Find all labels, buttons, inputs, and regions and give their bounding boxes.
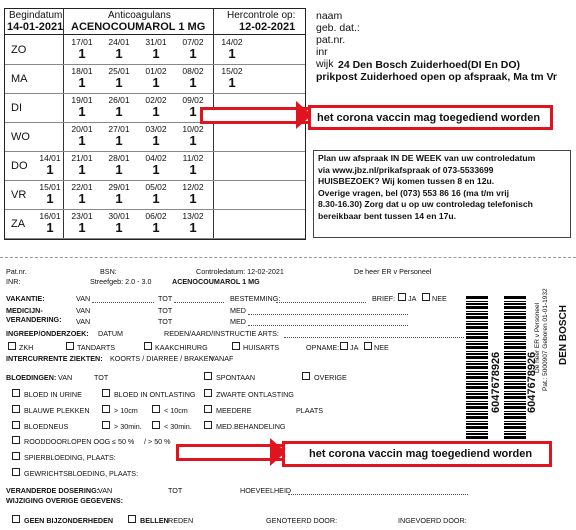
calendar-row [5, 123, 305, 152]
dose-cell [139, 211, 173, 235]
meedere-checkbox[interactable] [204, 405, 212, 413]
dose-value: 1 [152, 162, 160, 177]
drug-label: Anticoagulans [108, 10, 171, 21]
form-controle: Controledatum: 12-02-2021 [196, 267, 284, 276]
dose-cell [139, 95, 173, 119]
dob-label: geb. dat.: [316, 22, 360, 34]
bloed-urine-label: BLOED IN URINE [24, 390, 82, 399]
dose-cell [33, 182, 67, 206]
intercurrente-label: INTERCURRENTE ZIEKTEN: [6, 354, 103, 363]
kaakchirurg-label: KAAKCHIRURG [155, 343, 208, 352]
dose-cell [139, 37, 173, 61]
meedere-label: MEEDERE [216, 406, 252, 415]
day-label: ZA [11, 218, 26, 230]
dose-date: 23/01 [71, 211, 93, 221]
control-label: Hercontrole op: [227, 10, 296, 21]
drug-name: ACENOCOUMAROL 1 MG [71, 21, 206, 33]
dose-cell [65, 95, 99, 119]
rood-label: ROODDOORLOPEN OOG [24, 437, 111, 446]
bloedneus-label: BLOEDNEUS [24, 422, 69, 431]
datum-label: DATUM [98, 329, 124, 338]
tot-label: TOT [94, 373, 109, 382]
dose-cell [102, 66, 136, 90]
dose-cell [215, 37, 249, 61]
reden-label: REDEN [168, 516, 194, 525]
verandering-label: VERANDERING: [6, 315, 62, 324]
dose-value: 1 [228, 46, 236, 61]
reden-label: REDEN/AARD/INSTRUCTIE ARTS: [164, 329, 279, 338]
dose-date: 05/02 [145, 182, 167, 192]
dose-cell [102, 124, 136, 148]
dose-date: 14/02 [221, 37, 243, 47]
dose-value: 1 [46, 220, 54, 235]
tot-label: TOT [158, 294, 173, 303]
dose-cell [33, 211, 67, 235]
vakantie-label: VAKANTIE: [6, 294, 45, 303]
zwarte-checkbox[interactable] [204, 389, 212, 397]
dose-date: 25/01 [108, 66, 130, 76]
medicijn-label: MEDICIJN- [6, 306, 43, 315]
dose-value: 1 [115, 75, 123, 90]
side-name: De heer ER v Personeel [534, 302, 541, 373]
tandarts-checkbox[interactable] [66, 342, 74, 350]
dose-date: 03/02 [145, 124, 167, 134]
side-pat: Pat.: 5000907 Geboren 01-01-1932 [542, 288, 549, 391]
overige-checkbox[interactable] [302, 372, 310, 380]
plan-line: 8.30-16.30) Zorg dat u op uw controledag telefonisch [318, 199, 533, 209]
calendar-header [5, 9, 305, 35]
begin-date: 14-01-2021 [7, 21, 64, 33]
dose-value: 1 [189, 162, 197, 177]
name-label: naam [316, 10, 343, 22]
dose-date: 08/02 [182, 66, 204, 76]
bloed-ontlasting-checkbox[interactable] [102, 389, 110, 397]
dose-cell [65, 37, 99, 61]
koorts-label: KOORTS / DIARREE / BRAKEN [110, 354, 214, 363]
bestemming-field[interactable] [276, 302, 366, 303]
dose-value: 1 [46, 162, 54, 177]
opname-ja-checkbox[interactable] [340, 342, 348, 350]
dose-cell [176, 182, 210, 206]
med-field[interactable] [248, 325, 408, 326]
dose-cell [176, 153, 210, 177]
dose-value: 1 [152, 46, 160, 61]
inr-label: inr [316, 46, 328, 58]
dose-value: 1 [78, 220, 86, 235]
side-city: DEN BOSCH [558, 304, 569, 365]
dose-cell [176, 66, 210, 90]
dose-value: 1 [189, 104, 197, 119]
bellen-checkbox[interactable] [128, 515, 136, 523]
plan-line: bereikbaar bent tussen 14 en 17u. [318, 210, 457, 221]
plan-line: via www.jbz.nl/prikafspraak of 073-5533699 [318, 164, 494, 175]
day-label: DO [11, 160, 28, 172]
dose-cell [102, 182, 136, 206]
dose-date: 19/01 [71, 95, 93, 105]
geen-label: GEEN BIJZONDERHEDEN [24, 516, 114, 525]
bellen-label: BELLEN [140, 516, 169, 525]
dose-date: 07/02 [182, 37, 204, 47]
dose-cell [139, 153, 173, 177]
calendar-row [5, 36, 305, 65]
dose-date: 20/01 [71, 124, 93, 134]
zkh-label: ZKH [19, 343, 34, 352]
genoteerd-label: GENOTEERD DOOR: [266, 516, 338, 525]
dose-date: 01/02 [145, 66, 167, 76]
blauwe-label: BLAUWE PLEKKEN [24, 406, 90, 415]
vanaf-label: VANAF [210, 354, 234, 363]
form-bsn: BSN: [100, 267, 117, 276]
dose-date: 11/02 [182, 153, 204, 163]
huisarts-label: HUISARTS [243, 343, 280, 352]
begin-label: Begindatum [9, 10, 63, 21]
dose-cell [102, 211, 136, 235]
brief-ja-checkbox[interactable] [398, 293, 406, 301]
appointment-info-box [313, 150, 571, 238]
dose-date: 13/02 [182, 211, 204, 221]
med-beh-checkbox[interactable] [204, 421, 212, 429]
med-label: MED [230, 306, 246, 315]
dose-date: 04/02 [145, 153, 167, 163]
dose-date: 15/02 [221, 66, 243, 76]
kaakchirurg-checkbox[interactable] [144, 342, 152, 350]
dose-value: 1 [115, 191, 123, 206]
gt10-checkbox[interactable] [102, 405, 110, 413]
dose-cell [65, 182, 99, 206]
dose-value: 1 [189, 220, 197, 235]
dose-value: 1 [78, 104, 86, 119]
plaats-label: PLAATS [296, 406, 324, 415]
opname-label: OPNAME: [306, 343, 340, 352]
calendar-row [5, 65, 305, 94]
van-label: VAN [76, 306, 91, 315]
dose-value: 1 [189, 75, 197, 90]
day-label: VR [11, 189, 27, 201]
dose-value: 1 [115, 133, 123, 148]
dose-cell [33, 153, 67, 177]
plan-line: Plan uw afspraak IN DE WEEK van uw controledatum [318, 153, 536, 163]
dose-value: 1 [152, 104, 160, 119]
barcode-number: 6047678926 [490, 351, 502, 413]
dose-date: 21/01 [71, 153, 93, 163]
med-field[interactable] [248, 314, 408, 315]
gewricht-label: GEWRICHTSBLOEDING, PLAATS: [24, 469, 139, 478]
van-field[interactable] [92, 302, 154, 303]
opname-nee-checkbox[interactable] [364, 342, 372, 350]
dose-date: 24/01 [108, 37, 130, 47]
dose-value: 1 [189, 133, 197, 148]
reden-field[interactable] [284, 337, 464, 338]
dose-date: 22/01 [71, 182, 93, 192]
dose-cell [139, 182, 173, 206]
day-label: ZO [11, 44, 27, 56]
dose-cell [65, 124, 99, 148]
huisarts-checkbox[interactable] [232, 342, 240, 350]
rood-checkbox[interactable] [12, 436, 20, 444]
hoeveelheid-field[interactable] [288, 494, 468, 495]
annotation-box: het corona vaccin mag toegediend worden [308, 105, 553, 130]
gt30-label: > 30min. [114, 422, 142, 431]
wijk-label: wijk [316, 58, 334, 70]
dose-value: 1 [115, 104, 123, 119]
region-text: 24 Den Bosch Zuiderhoed(DI En DO) [338, 59, 521, 71]
gt10-label: > 10cm [114, 406, 138, 415]
dose-date: 06/02 [145, 211, 167, 221]
le50-label: ≤ 50 % [112, 437, 135, 446]
ja-label: JA [350, 343, 359, 352]
dose-value: 1 [152, 220, 160, 235]
brief-nee-checkbox[interactable] [422, 293, 430, 301]
dose-cell [139, 66, 173, 90]
tear-line [0, 257, 576, 258]
calendar-row [5, 152, 305, 181]
dose-cell [215, 66, 249, 90]
dose-date: 12/02 [182, 182, 204, 192]
dose-cell [65, 153, 99, 177]
spier-label: SPIERBLOEDING, PLAATS: [24, 453, 116, 462]
lt10-checkbox[interactable] [152, 405, 160, 413]
dose-date: 28/01 [108, 153, 130, 163]
nee-label: NEE [374, 343, 389, 352]
tot-label: TOT [158, 317, 173, 326]
lt30-checkbox[interactable] [152, 421, 160, 429]
dose-date: 18/01 [71, 66, 93, 76]
dose-cell [176, 211, 210, 235]
dose-value: 1 [115, 220, 123, 235]
control-date: 12-02-2021 [239, 21, 296, 33]
spier-checkbox[interactable] [12, 452, 20, 460]
tot-label: TOT [158, 306, 173, 315]
gewricht-checkbox[interactable] [12, 468, 20, 476]
ingreep-label: INGREEP/ONDERZOEK: [6, 329, 89, 338]
dose-cell [65, 66, 99, 90]
bloed-urine-checkbox[interactable] [12, 389, 20, 397]
barcode [466, 295, 488, 445]
plan-line: HUISBEZOEK? Wij komen tussen 8 en 12u. [318, 176, 495, 186]
form-streef: Streefgeb: 2.0 - 3.0 [90, 277, 152, 286]
dose-date: 29/01 [108, 182, 130, 192]
dosage-calendar [4, 8, 306, 240]
dose-cell [102, 153, 136, 177]
tot-label: TOT [168, 486, 183, 495]
dose-value: 1 [78, 133, 86, 148]
dose-value: 1 [152, 133, 160, 148]
tot-field[interactable] [174, 302, 224, 303]
gt50-label: / > 50 % [144, 437, 171, 446]
tandarts-label: TANDARTS [77, 343, 116, 352]
dose-date: 27/01 [108, 124, 130, 134]
barcode [504, 295, 526, 445]
dose-cell [102, 95, 136, 119]
veranderde-label: VERANDERDE DOSERING: [6, 486, 100, 495]
hoeveelheid-label: HOEVEELHEID [240, 486, 292, 495]
dose-date: 14/01 [39, 153, 61, 163]
form-top-right: De heer ER v Personeel [354, 267, 432, 276]
dose-value: 1 [78, 162, 86, 177]
dose-value: 1 [115, 162, 123, 177]
dose-value: 1 [78, 75, 86, 90]
van-label: VAN [76, 294, 91, 303]
brief-label: BRIEF: [372, 294, 396, 303]
dose-cell [176, 124, 210, 148]
dose-date: 26/01 [108, 95, 130, 105]
lt10-label: < 10cm [164, 406, 188, 415]
dose-date: 15/01 [39, 182, 61, 192]
nee-label: NEE [432, 294, 447, 303]
spontaan-checkbox[interactable] [204, 372, 212, 380]
lt30-label: < 30min. [164, 422, 192, 431]
ingevoerd-label: INGEVOERD DOOR: [398, 516, 467, 525]
calendar-row [5, 181, 305, 210]
gt30-checkbox[interactable] [102, 421, 110, 429]
dose-value: 1 [78, 46, 86, 61]
geen-checkbox[interactable] [12, 515, 20, 523]
bloed-ontlasting-label: BLOED IN ONTLASTING [114, 390, 196, 399]
overige-label: OVERIGE [314, 373, 347, 382]
day-label: WO [11, 131, 30, 143]
dose-date: 09/02 [182, 95, 204, 105]
dose-value: 1 [46, 191, 54, 206]
dose-date: 30/01 [108, 211, 130, 221]
bloedneus-checkbox[interactable] [12, 421, 20, 429]
barcode-number: 6047678926 [526, 351, 538, 413]
dose-value: 1 [189, 191, 197, 206]
dose-cell [176, 37, 210, 61]
annotation-box: het corona vaccin mag toegediend worden [282, 441, 552, 467]
patnr-label: pat.nr. [316, 34, 346, 46]
zwarte-label: ZWARTE ONTLASTING [216, 390, 294, 399]
dose-date: 17/01 [71, 37, 93, 47]
dose-value: 1 [152, 75, 160, 90]
dose-value: 1 [228, 75, 236, 90]
dose-date: 31/01 [145, 37, 167, 47]
dose-date: 10/02 [182, 124, 204, 134]
form-drug: ACENOCOUMAROL 1 MG [172, 277, 260, 286]
van-label: VAN [58, 373, 73, 382]
wijziging-label: WIJZIGING OVERIGE GEGEVENS: [6, 496, 124, 505]
bloedingen-label: BLOEDINGEN: [6, 373, 57, 382]
dose-cell [139, 124, 173, 148]
spontaan-label: SPONTAAN [216, 373, 256, 382]
form-inr: INR: [6, 277, 21, 286]
dose-value: 1 [189, 46, 197, 61]
ja-label: JA [408, 294, 417, 303]
day-label: DI [11, 102, 22, 114]
dose-cell [65, 211, 99, 235]
van-label: VAN [76, 317, 91, 326]
med-beh-label: MED.BEHANDELING [216, 422, 286, 431]
dose-date: 16/01 [39, 211, 61, 221]
blauwe-checkbox[interactable] [12, 405, 20, 413]
dose-value: 1 [78, 191, 86, 206]
dose-value: 1 [115, 46, 123, 61]
dose-date: 02/02 [145, 95, 167, 105]
red-arrow [200, 107, 310, 124]
form-patnr: Pat.nr. [6, 267, 27, 276]
van-label: VAN [98, 486, 113, 495]
bestemming-label: BESTEMMING: [230, 294, 281, 303]
med-label: MED [230, 317, 246, 326]
dose-value: 1 [152, 191, 160, 206]
plan-line: Overige vragen, bel (073) 553 86 16 (ma t/m vrij [318, 187, 510, 198]
calendar-row [5, 210, 305, 239]
day-label: MA [11, 73, 28, 85]
control-form [4, 265, 572, 527]
zkh-checkbox[interactable] [8, 342, 16, 350]
dose-cell [102, 37, 136, 61]
prikpost-text: prikpost Zuiderhoed open op afspraak, Ma tm Vr [316, 71, 557, 83]
